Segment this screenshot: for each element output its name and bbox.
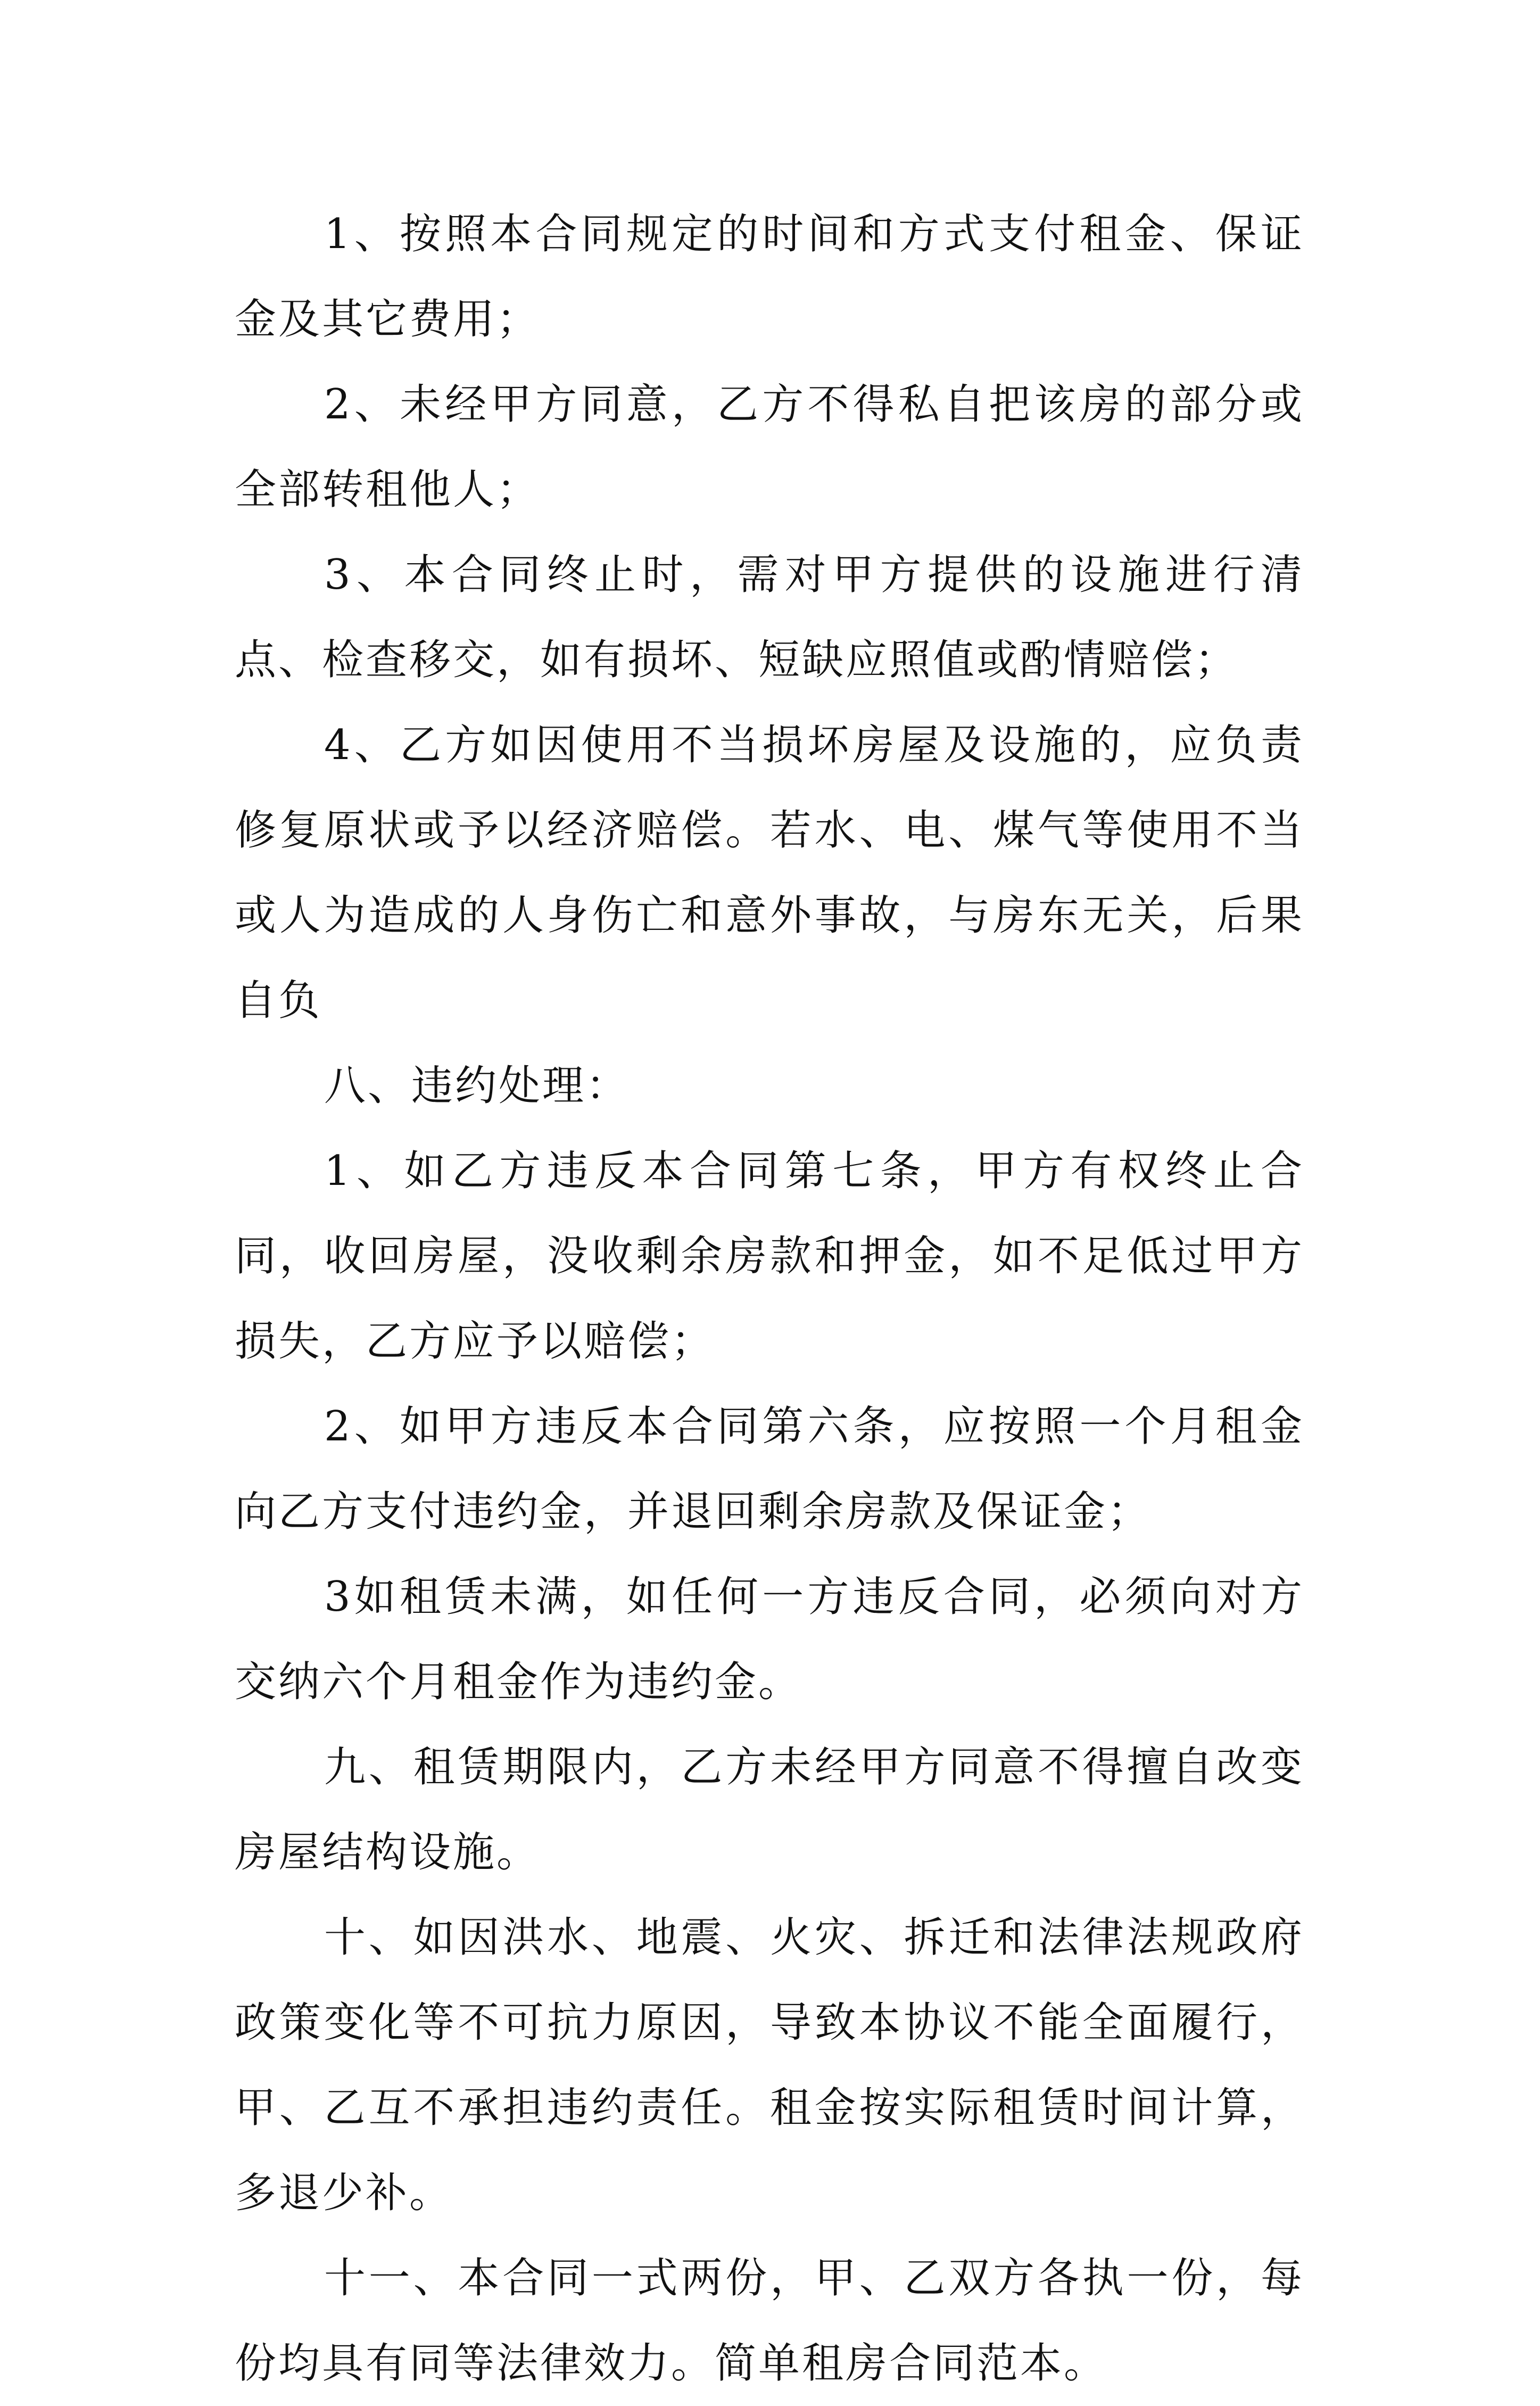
clause-paragraph: 3、本合同终止时，需对甲方提供的设施进行清点、检查移交，如有损坏、短缺应照值或酌情赔偿；: [235, 551, 1304, 684]
clause-paragraph: 十一、本合同一式两份，甲、乙双方各执一份，每份均具有同等法律效力。简单租房合同范本。: [235, 2254, 1304, 2387]
clause-paragraph: 十、如因洪水、地震、火灾、拆迁和法律法规政府政策变化等不可抗力原因，导致本协议不能全面履行，甲、乙互不承担违约责任。租金按实际租赁时间计算，多退少补。: [235, 1914, 1304, 2217]
contract-body: [235, 192, 1304, 2406]
clause-paragraph: 3如租赁未满，如任何一方违反合同，必须向对方交纳六个月租金作为违约金。: [235, 1573, 1304, 1706]
clause-paragraph: 1、如乙方违反本合同第七条，甲方有权终止合同，收回房屋，没收剩余房款和押金，如不足低过甲方损失，乙方应予以赔偿；: [235, 1147, 1304, 1365]
clause-paragraph: 1、按照本合同规定的时间和方式支付租金、保证金及其它费用；: [235, 210, 1304, 343]
clause-paragraph: 九、租赁期限内，乙方未经甲方同意不得擅自改变房屋结构设施。: [235, 1743, 1304, 1876]
clause-paragraph: 2、未经甲方同意，乙方不得私自把该房的部分或全部转租他人；: [235, 381, 1304, 514]
section-heading: 八、违约处理：: [324, 1062, 630, 1110]
clause-paragraph: 2、如甲方违反本合同第六条，应按照一个月租金向乙方支付违约金，并退回剩余房款及保证金；: [235, 1403, 1304, 1536]
clause-paragraph: 4、乙方如因使用不当损坏房屋及设施的，应负责修复原状或予以经济赔偿。若水、电、煤气等使用不当或人为造成的人身伤亡和意外事故，与房东无关，后果自负: [235, 721, 1304, 1025]
